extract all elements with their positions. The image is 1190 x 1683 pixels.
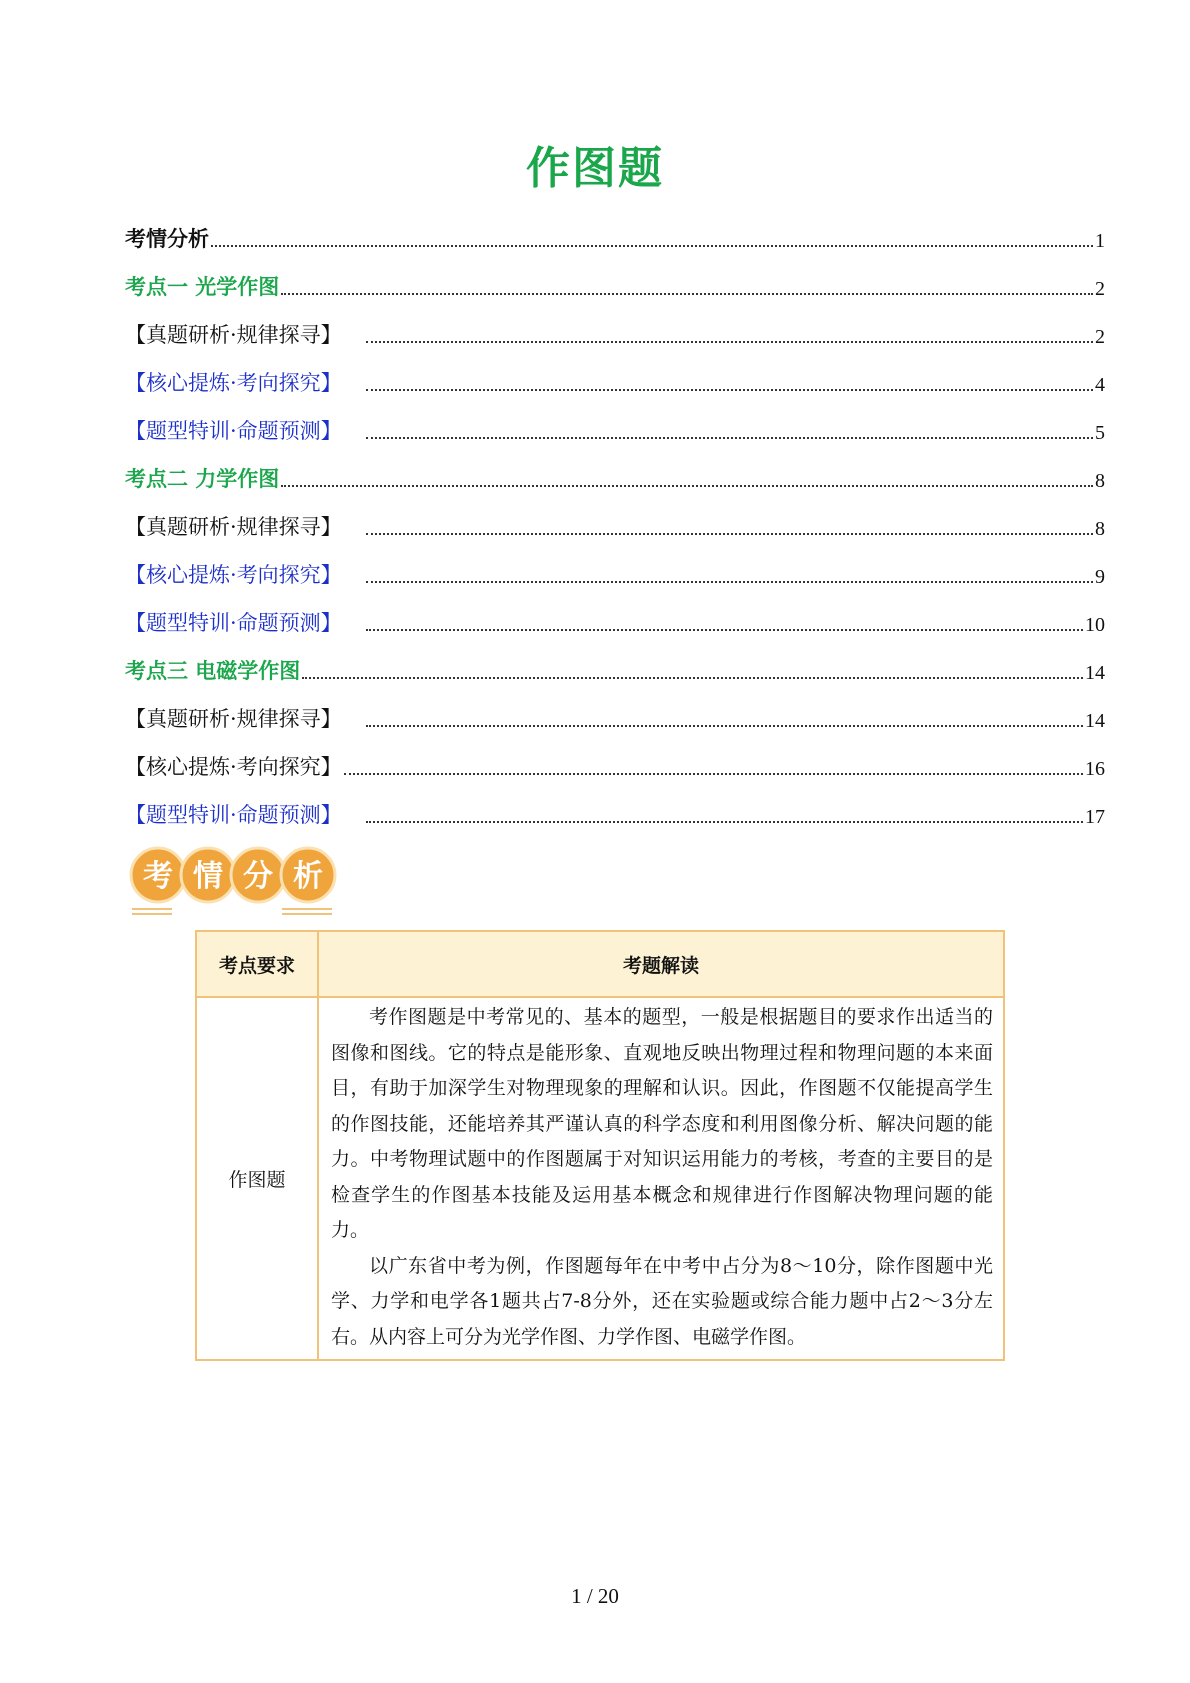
column-header: 考点要求 bbox=[196, 931, 318, 997]
toc-entry-label: 考点三 电磁学作图 bbox=[125, 659, 301, 683]
toc-entry-label: 【核心提炼·考向探究】 bbox=[125, 563, 342, 587]
toc-entry[interactable] bbox=[125, 301, 1105, 349]
toc-entry[interactable] bbox=[125, 685, 1105, 733]
section-badge bbox=[128, 845, 340, 917]
toc-entry-label: 【题型特训·命题预测】 bbox=[125, 803, 342, 827]
toc-leader bbox=[344, 773, 1083, 775]
toc-leader bbox=[366, 389, 1093, 391]
toc-entry-page: 2 bbox=[1095, 278, 1105, 300]
toc-entry-page: 8 bbox=[1095, 470, 1105, 492]
badge-char: 情 bbox=[193, 859, 223, 894]
toc-entry[interactable] bbox=[125, 541, 1105, 589]
toc-entry-page: 8 bbox=[1095, 518, 1105, 540]
toc-entry-page: 2 bbox=[1095, 326, 1105, 348]
toc-entry[interactable] bbox=[125, 253, 1105, 301]
toc-entry-page: 16 bbox=[1085, 758, 1105, 780]
column-header: 考题解读 bbox=[318, 931, 1004, 997]
toc-entry-label: 考情分析 bbox=[125, 227, 209, 251]
toc-entry-page: 9 bbox=[1095, 566, 1105, 588]
toc-entry[interactable] bbox=[125, 397, 1105, 445]
toc-leader bbox=[366, 821, 1083, 823]
toc-entry-page: 4 bbox=[1095, 374, 1105, 396]
table-header-row bbox=[196, 931, 1004, 997]
toc-entry-label: 【题型特训·命题预测】 bbox=[125, 419, 342, 443]
toc-leader bbox=[366, 437, 1093, 439]
toc-leader bbox=[366, 533, 1093, 535]
toc-entry-label: 【真题研析·规律探寻】 bbox=[125, 323, 342, 347]
badge-char: 析 bbox=[293, 859, 323, 894]
toc-entry[interactable] bbox=[125, 205, 1105, 253]
toc-entry-label: 【题型特训·命题预测】 bbox=[125, 611, 342, 635]
requirement-description bbox=[318, 997, 1004, 1360]
toc-leader bbox=[366, 341, 1093, 343]
toc-entry[interactable] bbox=[125, 733, 1105, 781]
toc-leader bbox=[302, 677, 1083, 679]
description-paragraph: 考作图题是中考常见的、基本的题型，一般是根据题目的要求作出适当的图像和图线。它的特点是能形象、直观地反映出物理过程和物理问题的本来面目，有助于加深学生对物理现象的理解和认识。因此，作图题不仅能提高学生的作图技能，还能培养其严谨认真的科学态度和利用图像分析、解决问题的能力。中考物理试题中的作图题属于对知识运用能力的考核，考查的主要目的是检查学生的作图基本技能及运用基本概念和规律进行作图解决物理问题的能力。 bbox=[331, 1006, 993, 1241]
badge-char: 考 bbox=[143, 859, 173, 894]
document-title: 作图题 bbox=[526, 143, 664, 194]
table-row bbox=[196, 997, 1004, 1360]
toc-entry-label: 考点一 光学作图 bbox=[125, 275, 280, 299]
table-of-contents bbox=[125, 205, 1105, 829]
toc-entry-label: 【核心提炼·考向探究】 bbox=[125, 755, 342, 779]
toc-leader bbox=[366, 581, 1093, 583]
exam-requirements-table bbox=[195, 930, 1005, 1361]
toc-entry[interactable] bbox=[125, 781, 1105, 829]
toc-leader bbox=[281, 485, 1093, 487]
toc-entry-page: 17 bbox=[1085, 806, 1105, 828]
toc-entry-label: 【真题研析·规律探寻】 bbox=[125, 707, 342, 731]
toc-entry[interactable] bbox=[125, 493, 1105, 541]
description-paragraph: 以广东省中考为例，作图题每年在中考中占分为8～10分，除作图题中光学、力学和电学各1题共占7-8分外，还在实验题或综合能力题中占2～3分左右。从内容上可分为光学作图、力学作图、电磁学作图。 bbox=[331, 1254, 993, 1348]
toc-leader bbox=[366, 725, 1083, 727]
toc-leader bbox=[211, 245, 1093, 247]
page-indicator: 1 / 20 bbox=[571, 1584, 619, 1608]
toc-entry-page: 1 bbox=[1095, 230, 1105, 252]
badge-char: 分 bbox=[243, 859, 273, 894]
toc-entry-page: 5 bbox=[1095, 422, 1105, 444]
toc-entry[interactable] bbox=[125, 349, 1105, 397]
toc-leader bbox=[281, 293, 1093, 295]
toc-entry[interactable] bbox=[125, 637, 1105, 685]
toc-entry[interactable] bbox=[125, 445, 1105, 493]
toc-entry-page: 14 bbox=[1085, 662, 1105, 684]
toc-entry[interactable] bbox=[125, 589, 1105, 637]
toc-entry-page: 14 bbox=[1085, 710, 1105, 732]
toc-entry-page: 10 bbox=[1085, 614, 1105, 636]
requirement-name: 作图题 bbox=[196, 997, 318, 1360]
toc-entry-label: 考点二 力学作图 bbox=[125, 467, 280, 491]
toc-entry-label: 【核心提炼·考向探究】 bbox=[125, 371, 342, 395]
toc-leader bbox=[366, 629, 1083, 631]
toc-entry-label: 【真题研析·规律探寻】 bbox=[125, 515, 342, 539]
